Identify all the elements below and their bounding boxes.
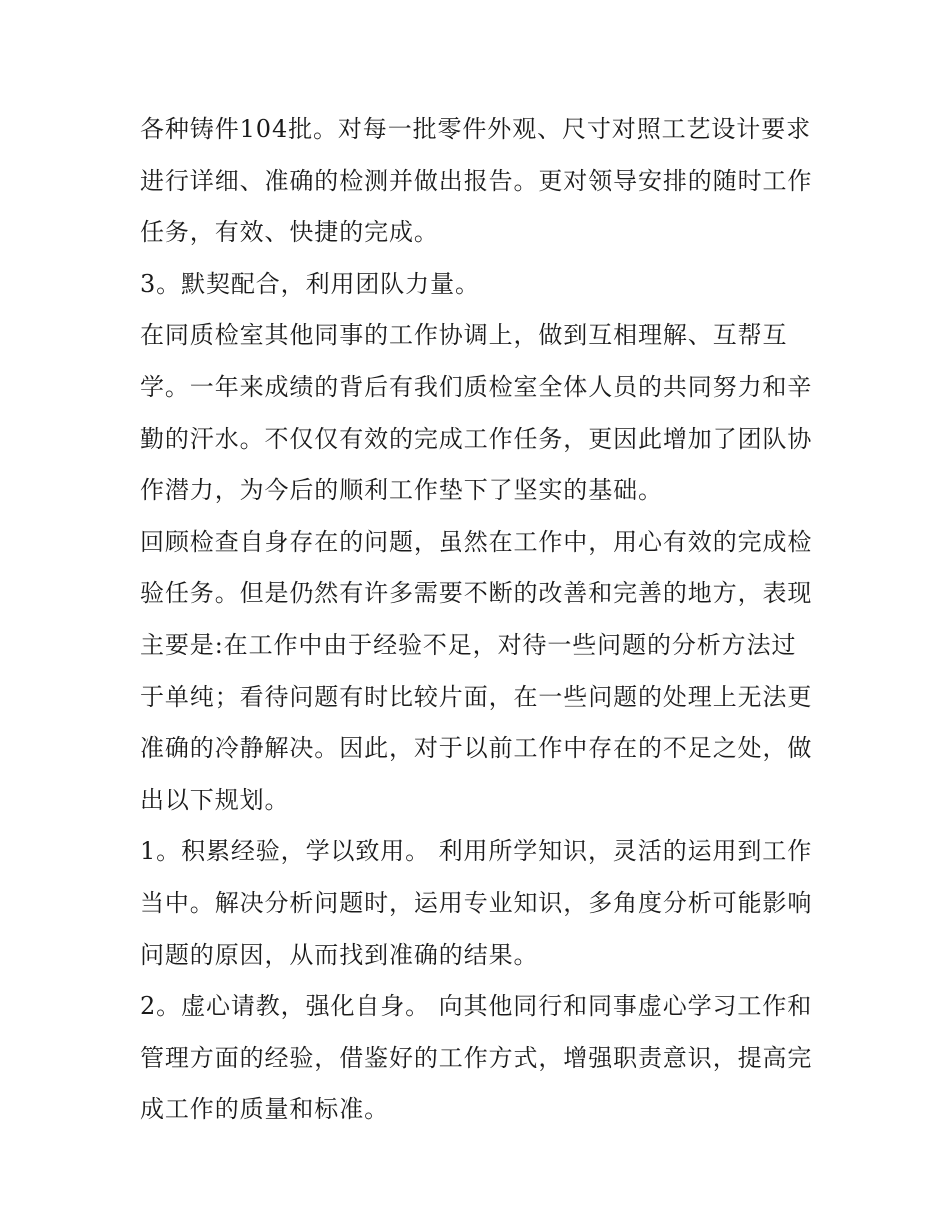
text-line: 成工作的质量和标准。 [140,1095,389,1124]
text-line: 各种铸件104批。对每一批零件外观、尺寸对照工艺设计要求 [140,115,812,143]
text-line: 3。默契配合，利用团队力量。 [140,269,480,298]
text-line: 在同质检室其他同事的工作协调上，做到互相理解、互帮互 [140,321,788,350]
text-line: 于单纯；看待问题有时比较片面，在一些问题的处理上无法更 [140,682,813,711]
text-line: 准确的冷静解决。因此，对于以前工作中存在的不足之处，做 [140,734,813,763]
text-line: 1。积累经验，学以致用。 利用所学知识，灵活的运用到工作 [140,837,813,866]
text-line: 学。一年来成绩的背后有我们质检室全体人员的共同努力和辛 [140,372,813,401]
text-line: 作潜力，为今后的顺利工作垫下了坚实的基础。 [140,476,663,505]
text-line: 回顾检查自身存在的问题，虽然在工作中，用心有效的完成检 [140,527,813,556]
text-line: 管理方面的经验，借鉴好的工作方式，增强职责意识，提高完 [140,1043,813,1072]
text-line: 2。虚心请教，强化自身。 向其他同行和同事虚心学习工作和 [140,992,813,1021]
text-line: 问题的原因，从而找到准确的结果。 [140,940,539,969]
text-line: 主要是:在工作中由于经验不足，对待一些问题的分析方法过 [140,630,797,659]
text-line: 验任务。但是仍然有许多需要不断的改善和完善的地方，表现 [140,579,813,608]
text-line: 当中。解决分析问题时，运用专业知识，多角度分析可能影响 [140,888,813,917]
text-line: 任务，有效、快捷的完成。 [140,218,439,247]
text-line: 勤的汗水。不仅仅有效的完成工作任务，更因此增加了团队协 [140,424,813,453]
text-line: 进行详细、准确的检测并做出报告。更对领导安排的随时工作 [140,166,813,195]
document-body [140,104,820,1136]
text-line: 出以下规划。 [140,785,290,814]
